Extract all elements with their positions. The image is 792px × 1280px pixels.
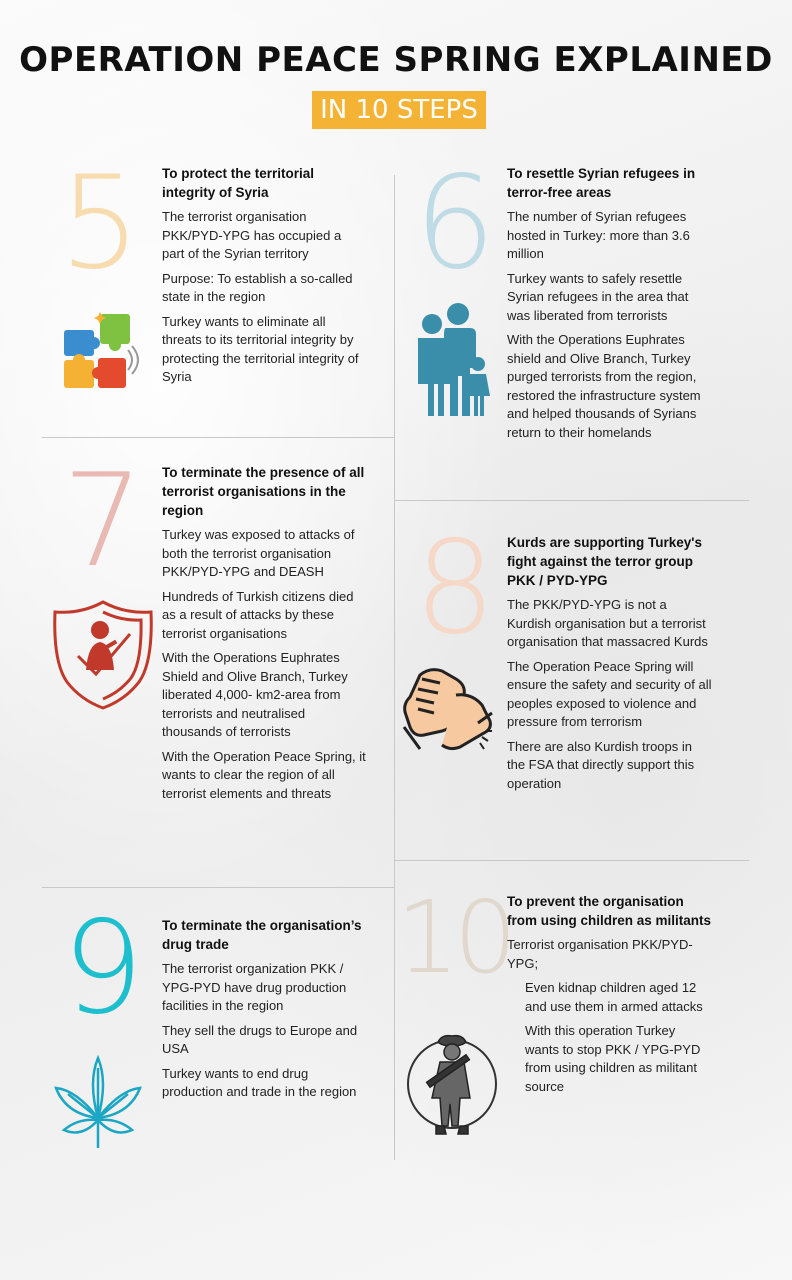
step-number-6: 6	[414, 149, 496, 298]
step-5-section	[162, 164, 367, 393]
cannabis-leaf-icon	[48, 1052, 148, 1152]
center-divider	[394, 175, 395, 1160]
divider-left-2	[42, 887, 394, 888]
step-9-paragraph: The terrorist organization PKK / YPG-PYD have drug production facilities in the region	[162, 961, 347, 1013]
step-10-sub-paragraph: Even kidnap children aged 12 and use them in armed attacks	[525, 980, 703, 1014]
step-8-paragraph: The Operation Peace Spring will ensure the safety and security of all peoples exposed to violence and pressure from terrorism	[507, 658, 712, 729]
child-soldier-icon	[404, 1022, 500, 1142]
family-icon	[410, 300, 495, 418]
step-7-heading: To terminate the presence of all terrorist organisations in the region	[162, 465, 365, 518]
step-9-paragraph: Turkey wants to end drug production and trade in the region	[162, 1065, 357, 1099]
step-10-heading: To prevent the organisation from using children as militants	[507, 894, 712, 928]
step-6-heading: To resettle Syrian refugees in terror-free areas	[507, 166, 696, 200]
page-title: OPERATION PEACE SPRING EXPLAINED	[19, 40, 773, 80]
step-8-heading: Kurds are supporting Turkey's fight against the terror group PKK / PYD-YPG	[507, 535, 702, 588]
step-6-paragraph: The number of Syrian refugees hosted in Turkey: more than 3.6 million	[507, 209, 690, 261]
step-7-paragraph: With the Operation Peace Spring, it wants to clear the region of all terrorist elements and threats	[162, 748, 366, 801]
step-8-paragraph: The PKK/PYD-YPG is not a Kurdish organisation but a terrorist organisation that massacred Kurds	[507, 597, 708, 649]
step-5-paragraph: The terrorist organisation PKK/PYD-YPG has occupied a part of the Syrian territory	[162, 209, 342, 261]
divider-right-2	[394, 860, 749, 861]
step-number-5: 5	[59, 149, 141, 298]
step-9-paragraph: They sell the drugs to Europe and USA	[162, 1022, 358, 1056]
step-5-heading: To protect the territorial integrity of Syria	[162, 166, 315, 200]
step-8-section	[507, 533, 712, 799]
step-9-heading: To terminate the organisation’s drug trade	[162, 918, 362, 952]
step-10-sub-paragraph: With this operation Turkey wants to stop PKK / YPG-PYD from using children as militant source	[525, 1023, 701, 1094]
step-number-9: 9	[62, 894, 144, 1043]
handshake-icon	[400, 665, 495, 755]
step-10-paragraph: Terrorist organisation PKK/PYD-YPG;	[507, 937, 693, 971]
step-9-section	[162, 916, 367, 1108]
step-5-paragraph: Turkey wants to eliminate all threats to its territorial integrity by protecting the territorial integrity of Syria	[162, 313, 359, 384]
step-7-paragraph: Turkey was exposed to attacks of both the terrorist organisation PKK/PYD-YPG and DEASH	[162, 527, 355, 579]
step-7-paragraph: With the Operations Euphrates Shield and Olive Branch, Turkey liberated 4,000- km2-area from terrorists and neutralised thousands of terrorists	[162, 650, 348, 739]
step-6-section	[507, 164, 712, 448]
step-5-paragraph: Purpose: To establish a so-called state in the region	[162, 270, 353, 304]
step-8-paragraph: There are also Kurdish troops in the FSA that directly support this operation	[507, 738, 695, 791]
step-7-paragraph: Hundreds of Turkish citizens died as a result of attacks by these terrorist organisations	[162, 588, 354, 641]
puzzle-icon	[60, 312, 140, 392]
divider-left-1	[42, 437, 394, 438]
shield-terrorist-icon	[48, 598, 158, 710]
step-number-10: 10	[396, 879, 512, 996]
page-subtitle-badge: IN 10 STEPS	[312, 91, 486, 129]
step-6-paragraph: Turkey wants to safely resettle Syrian refugees in the area that was liberated from terrorists	[507, 270, 689, 323]
divider-right-1	[394, 500, 749, 501]
step-7-section	[162, 463, 367, 809]
step-6-paragraph: With the Operations Euphrates shield and Olive Branch, Turkey purged terrorists from the region, restored the infrastructure system and helped thousands of Syrians return to their homelands	[507, 332, 701, 440]
step-number-8: 8	[414, 514, 496, 663]
step-number-7: 7	[62, 447, 144, 596]
step-10-section	[507, 892, 712, 1102]
